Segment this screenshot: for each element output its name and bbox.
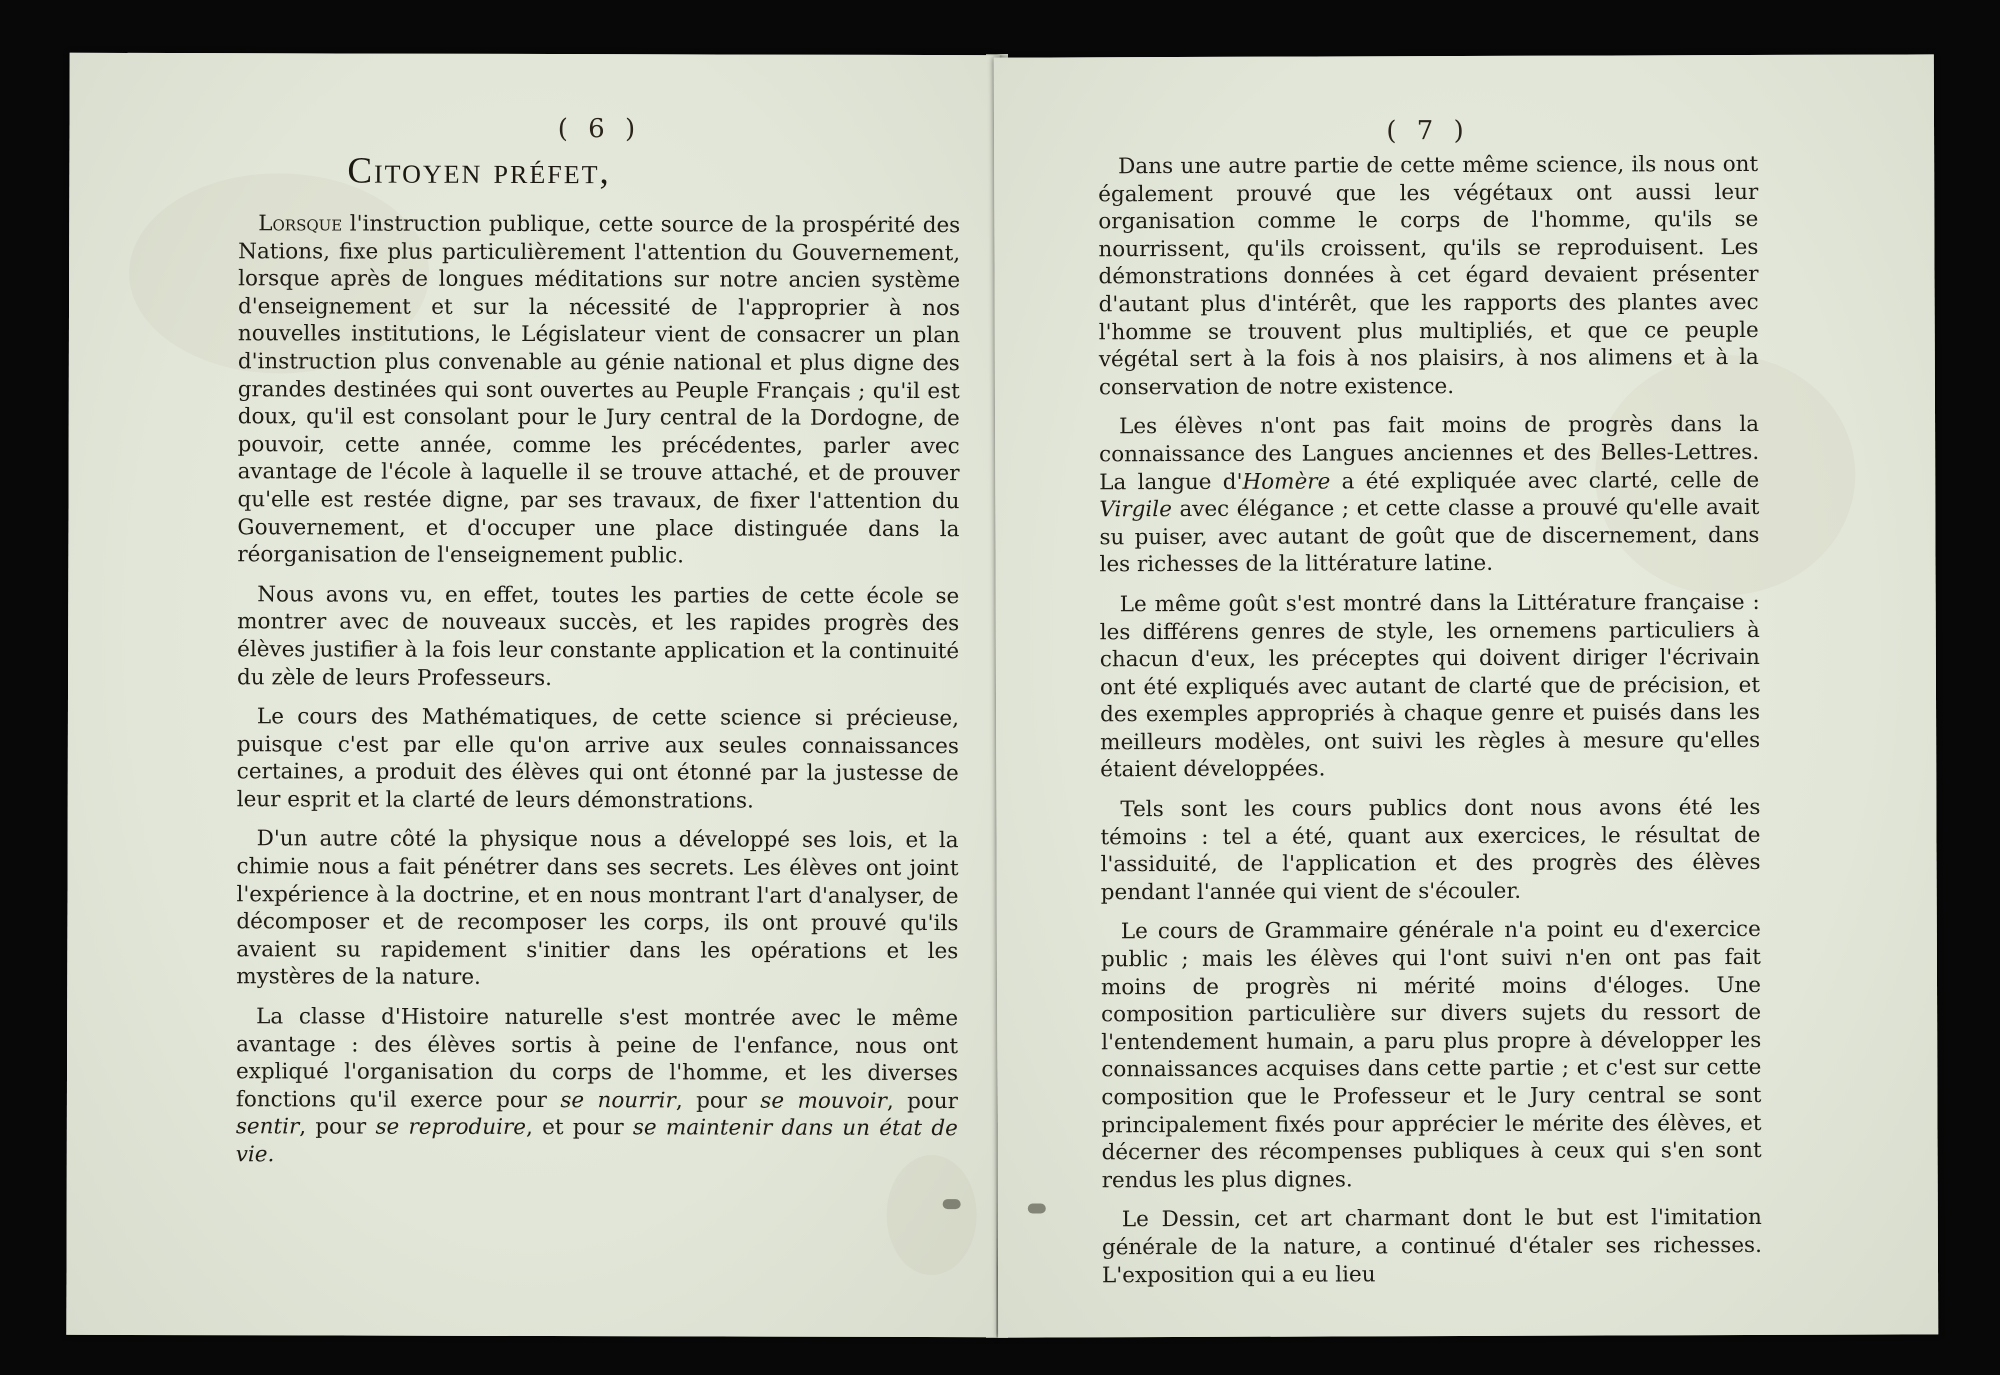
paragraph-text: , pour <box>886 1088 958 1114</box>
page-number: ( 6 ) <box>557 114 642 145</box>
left-text-column <box>236 113 961 1182</box>
paragraph-text: l'instruction publique, cette source de la prospérité des Nations, fixe plus particulièrement l'attention du Gouvernement, lorsque après de longues méditations sur notre ancien système d'enseignement et sur la nécessité de l'approprier à nos nouvelles institutions, le Législateur vient de consacrer un plan d'instruction plus convenable au génie national et plus digne des grandes destinées qui sont ouvertes au Peuple Français ; qu'il est doux, qu'il est consolant pour le Jury central de la Dordogne, de pouvoir, cette année, comme les précédentes, parler avec avantage de l'école à laquelle il se trouve attaché, et de prouver qu'elle est restée digne, par ses travaux, de fixer l'attention du Gouvernement, et d'occuper une place distinguée dans la réorganisation de l'enseignement public. <box>237 211 961 569</box>
italic-text: se nourrir <box>560 1087 676 1114</box>
paragraph: Tels sont les cours publics dont nous avons été les témoins : tel a été, quant aux exercices, le résultat de l'assiduité, de l'application et des progrès des élèves pendant l'année qui vient de s'écouler. <box>1100 795 1761 906</box>
italic-text: se reproduire <box>375 1114 527 1141</box>
right-text-column <box>1098 115 1762 1301</box>
right-page <box>994 54 1938 1337</box>
paragraph-text: , pour <box>299 1114 376 1140</box>
paragraph: Dans une autre partie de cette même science, ils nous ont également prouvé que les végétaux ont aussi leur organisation comme le corps de l'homme, qu'ils se nourrissent, qu'ils croissent, qu'ils se reproduisent. Les démonstrations données à cet égard devaient présenter d'autant plus d'intérêt, que les rapports des plantes avec l'homme se trouvent plus multipliés, et que ce peuple végétal sert à la fois à nos plaisirs, à nos alimens et à la conservation de notre existence. <box>1098 151 1759 401</box>
paragraph: Le Dessin, cet art charmant dont le but est l'imitation générale de la nature, a continué d'étaler ses richesses. L'exposition qui a eu lieu <box>1101 1205 1762 1288</box>
italic-text: se maintenir dans un état de vie. <box>235 1115 958 1168</box>
paragraph-text: La classe d'Histoire naturelle s'est montrée avec le même avantage : des élèves sortis à peine de l'enfance, nous ont expliqué l'organisation du corps de l'homme, et les diverses fonctions qu'il exerce pour <box>235 1004 959 1113</box>
paragraph <box>236 1003 958 1170</box>
paragraph-text: , et pour <box>525 1115 633 1141</box>
lead-word: Lorsque <box>258 211 343 237</box>
paragraph: Le même goût s'est montré dans la Littérature française : les différens genres de style, les ornemens particuliers à chacun d'eux, les préceptes qui doivent diriger l'écrivain ont été expliqués avec autant de clarté que de précision, et des exemples appropriés à chaque genre et puisés dans les meilleurs modèles, ont suivi les règles à mesure qu'elles étaient développées. <box>1099 589 1761 783</box>
paragraph-text: avec élégance ; et cette classe a prouvé qu'elle avait su puiser, avec autant de goût que de discernement, dans les richesses de la littérature latine. <box>1099 495 1760 578</box>
paragraph-text: , pour <box>675 1088 761 1114</box>
paragraph: Le cours des Mathématiques, de cette science si précieuse, puisque c'est par elle qu'on arrive aux seules connaissances certaines, a produit des élèves qui ont étonné par la justesse de leur esprit et la clarté de leurs démonstrations. <box>236 704 959 814</box>
paragraph: Nous avons vu, en effet, toutes les parties de cette école se montrer avec de nouveaux succès, et les rapides progrès des élèves justifier à la fois leur constante application et la continuité du zèle de leurs Professeurs. <box>237 581 960 691</box>
paragraph: Le cours de Grammaire générale n'a point eu d'exercice public ; mais les élèves qui l'ont suivi n'en ont pas fait moins de progrès ni mérité moins d'éloges. Une composition particulière sur divers sujets du ressort de l'entendement humain, a paru plus propre à développer les connaissances acquises dans cette partie ; et c'est sur cette composition que le Professeur et le Jury central se sont principalement fixés pour apprécier le mérite des élèves, et décerner des récompenses publiques à ceux qui s'en sont rendus les plus dignes. <box>1100 917 1762 1194</box>
italic-text: sentir <box>235 1114 300 1140</box>
paragraph <box>237 210 960 571</box>
paragraph: D'un autre côté la physique nous a développé ses lois, et la chimie nous a fait pénétrer dans ses secrets. Les élèves ont joint l'expérience à la doctrine, et en nous montrant l'art d'analyser, de décomposer et de recomposer les corps, ils ont prouvé qu'ils avaient su rapidement s'initier dans les opérations et les mystères de la nature. <box>236 826 959 991</box>
paragraph <box>1099 411 1760 579</box>
binding-hole <box>1028 1203 1046 1213</box>
italic-text: se mouvoir <box>760 1088 887 1114</box>
page-heading: Citoyen préfet, <box>347 150 611 193</box>
paragraph-text: Les élèves n'ont pas fait moins de progrès dans la connaissance des Langues anciennes et des Belles-Lettres. La langue d' <box>1099 412 1760 495</box>
italic-text: Homère <box>1242 469 1331 495</box>
page-number: ( 7 ) <box>1386 115 1470 147</box>
italic-text: Virgile <box>1099 497 1172 523</box>
binding-hole <box>943 1199 961 1209</box>
paragraph-text: a été expliquée avec clarté, celle de <box>1330 467 1760 495</box>
left-page <box>66 53 999 1337</box>
